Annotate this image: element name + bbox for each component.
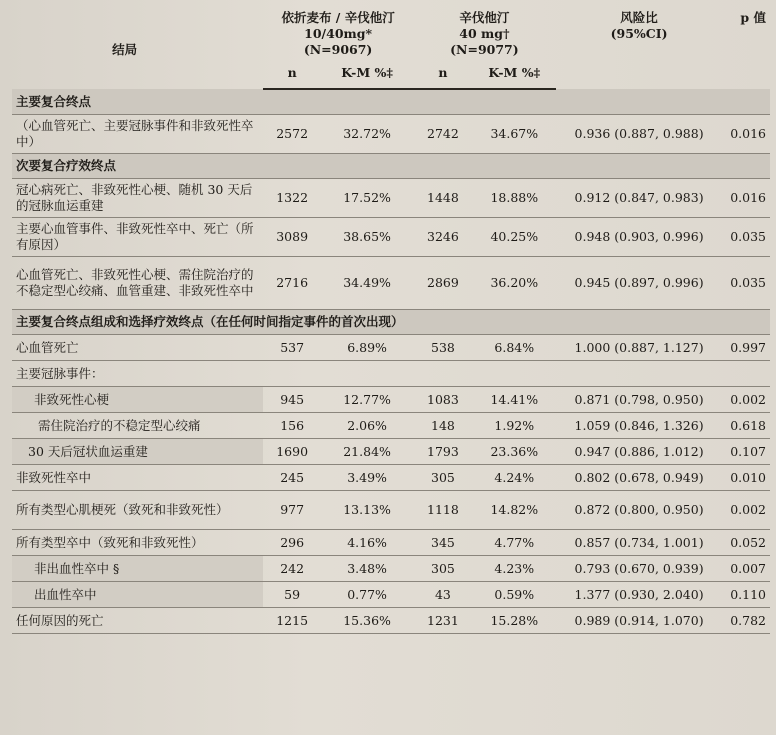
table-row: 所有类型卒中（致死和非致死性） 296 4.16% 345 4.77% 0.857 (0.734, 1.001) 0.052 [12, 530, 770, 556]
n-header-1: n [263, 58, 321, 89]
row-label: 非致死性心梗 [12, 387, 263, 413]
p-value-header: p 值 [740, 10, 766, 25]
group2-header: 辛伐他汀 40 mg† (N=9077) [450, 10, 519, 57]
row-label: 非出血性卒中 § [12, 556, 263, 582]
row-label: 心血管死亡、非致死性心梗、需住院治疗的不稳定型心绞痛、血管重建、非致死性卒中 [12, 257, 263, 310]
table-row: 所有类型心肌梗死（致死和非致死性） 977 13.13% 1118 14.82% 0.872 (0.800, 0.950) 0.002 [12, 491, 770, 530]
section-secondary: 次要复合疗效终点 [12, 154, 770, 179]
section-primary: 主要复合终点 [12, 89, 770, 115]
group1-header: 依折麦布 / 辛伐他汀 10/40mg* (N=9067) [281, 10, 395, 57]
table-row: 出血性卒中 59 0.77% 43 0.59% 1.377 (0.930, 2.040) 0.110 [12, 582, 770, 608]
outcome-header: 结局 [112, 41, 138, 57]
km-header-2: K-M %‡ [473, 58, 556, 89]
row-label: 30 天后冠状血运重建 [12, 439, 263, 465]
row-label: 主要冠脉事件： [12, 361, 263, 387]
hazard-ratio-header: 风险比 (95%CI) [610, 10, 668, 41]
n-header-2: n [413, 58, 473, 89]
row-label: 需住院治疗的不稳定型心绞痛 [12, 413, 263, 439]
row-label: 所有类型卒中（致死和非致死性） [12, 530, 263, 556]
table-row [12, 361, 770, 387]
row-label: 非致死性卒中 [12, 465, 263, 491]
results-table [12, 6, 770, 634]
table-row: 心血管死亡、非致死性心梗、需住院治疗的不稳定型心绞痛、血管重建、非致死性卒中 2716 34.49% 2869 36.20% 0.945 (0.897, 0.996) 0.035 [12, 257, 770, 310]
table-row: 需住院治疗的不稳定型心绞痛 156 2.06% 148 1.92% 1.059 (0.846, 1.326) 0.618 [12, 413, 770, 439]
table-row: 非致死性心梗 945 12.77% 1083 14.41% 0.871 (0.798, 0.950) 0.002 [12, 387, 770, 413]
table-row: （心血管死亡、主要冠脉事件和非致死性卒中） 2572 32.72% 2742 34.67% 0.936 (0.887, 0.988) 0.016 [12, 115, 770, 154]
section-components: 主要复合终点组成和选择疗效终点（在任何时间指定事件的首次出现） [12, 310, 770, 335]
row-label: 出血性卒中 [12, 582, 263, 608]
row-label: 主要心血管事件、非致死性卒中、死亡（所有原因） [12, 218, 263, 257]
row-label: （心血管死亡、主要冠脉事件和非致死性卒中） [12, 115, 263, 154]
row-label: 心血管死亡 [12, 335, 263, 361]
km-header-1: K-M %‡ [321, 58, 413, 89]
table-row: 冠心病死亡、非致死性心梗、随机 30 天后的冠脉血运重建 1322 17.52% 1448 18.88% 0.912 (0.847, 0.983) 0.016 [12, 179, 770, 218]
table-row: 非出血性卒中 § 242 3.48% 305 4.23% 0.793 (0.670, 0.939) 0.007 [12, 556, 770, 582]
table-row: 任何原因的死亡 1215 15.36% 1231 15.28% 0.989 (0.914, 1.070) 0.782 [12, 608, 770, 634]
row-label: 冠心病死亡、非致死性心梗、随机 30 天后的冠脉血运重建 [12, 179, 263, 218]
row-label: 所有类型心肌梗死（致死和非致死性） [12, 491, 263, 530]
table-row: 非致死性卒中 245 3.49% 305 4.24% 0.802 (0.678, 0.949) 0.010 [12, 465, 770, 491]
table-row: 心血管死亡 537 6.89% 538 6.84% 1.000 (0.887, 1.127) 0.997 [12, 335, 770, 361]
table-row: 主要心血管事件、非致死性卒中、死亡（所有原因） 3089 38.65% 3246 40.25% 0.948 (0.903, 0.996) 0.035 [12, 218, 770, 257]
table-row: 30 天后冠状血运重建 1690 21.84% 1793 23.36% 0.947 (0.886, 1.012) 0.107 [12, 439, 770, 465]
row-label: 任何原因的死亡 [12, 608, 263, 634]
